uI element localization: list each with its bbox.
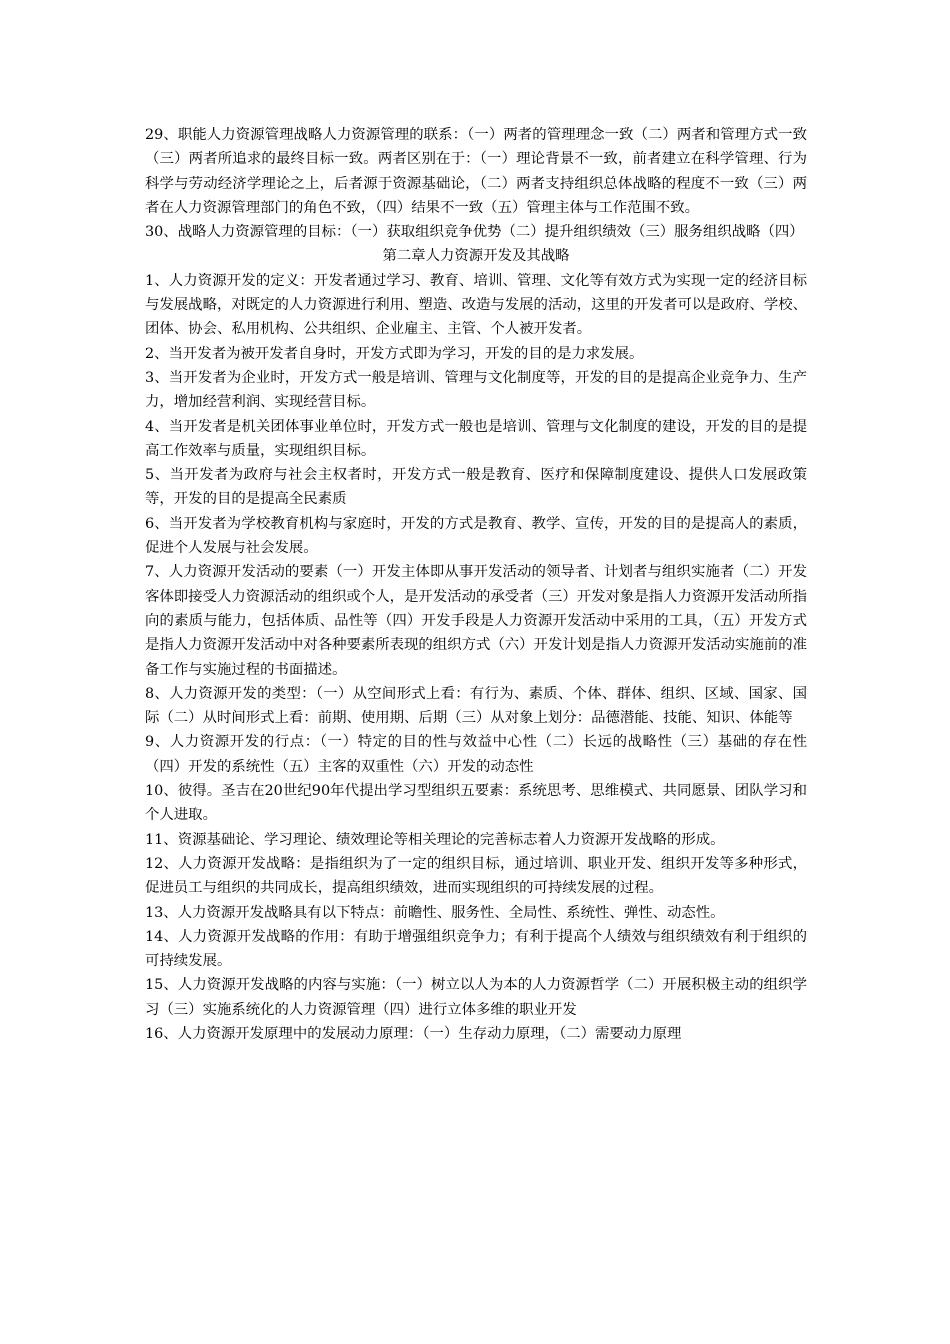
paragraph-7: 7、人力资源开发活动的要素（一）开发主体即从事开发活动的领导者、计划者与组织实施者（二）开发客体即接受人力资源活动的组织或个人，是开发活动的承受者（三）开发对象是指人力资源开发活动所指向的素质与能力，包括体质、品性等（四）开发手段是人力资源开发活动中采用的工具，（五）开发方式是指人力资源开发活动中对各种要素所表现的组织方式（六）开发计划是指人力资源开发活动实施前的准备工作与实施过程的书面描述。 (145, 564, 807, 678)
paragraph-16: 16、人力资源开发原理中的发展动力原理：（一）生存动力原理，（二）需要动力原理 (145, 1025, 682, 1042)
paragraph-10: 10、彼得。圣吉在20世纪90年代提出学习型组织五要素：系统思考、思维模式、共同愿景、团队学习和个人进取。 (145, 783, 807, 824)
paragraph-2: 2、当开发者为被开发者自身时，开发方式即为学习，开发的目的是力求发展。 (145, 345, 644, 362)
paragraph-5: 5、当开发者为政府与社会主权者时，开发方式一般是教育、医疗和保障制度建设、提供人口发展政策等，开发的目的是提高全民素质 (145, 467, 807, 508)
paragraph-15: 15、人力资源开发战略的内容与实施：（一）树立以人为本的人力资源哲学（二）开展积极主动的组织学习（三）实施系统化的人力资源管理（四）进行立体多维的职业开发 (145, 977, 807, 1018)
chapter-heading: 第二章人力资源开发及其战略 (382, 248, 570, 265)
paragraph-14: 14、人力资源开发战略的作用：有助于增强组织竞争力；有利于提高个人绩效与组织绩效有利于组织的可持续发展。 (145, 928, 807, 970)
paragraph-1: 1、人力资源开发的定义：开发者通过学习、教育、培训、管理、文化等有效方式为实现一定的经济目标与发展战略，对既定的人力资源进行利用、塑造、改造与发展的活动，这里的开发者可以是政府、学校、团体、协会、私用机构、公共组织、企业雇主、主管、个人被开发者。 (145, 272, 807, 338)
paragraph-3: 3、当开发者为企业时，开发方式一般是培训、管理与文化制度等，开发的目的是提高企业竞争力、生产力，增加经营利润、实现经营目标。 (145, 369, 807, 411)
paragraph-30: 30、战略人力资源管理的目标：（一）获取组织竞争优势（二）提升组织绩效（三）服务组织战略（四） (145, 224, 804, 241)
document-page (145, 123, 807, 1046)
paragraph-9: 9、人力资源开发的行点：（一）特定的目的性与效益中心性（二）长远的战略性（三）基础的存在性（四）开发的系统性（五）主客的双重性（六）开发的动态性 (145, 734, 807, 775)
paragraph-29: 29、职能人力资源管理战略人力资源管理的联系：（一）两者的管理理念一致（二）两者和管理方式一致（三）两者所追求的最终目标一致。两者区别在于：（一）理论背景不一致，前者建立在科学管理、行为科学与劳动经济学理论之上，后者源于资源基础论，（二）两者支持组织总体战略的程度不一致（三）两者在人力资源管理部门的角色不致，（四）结果不一致（五）管理主体与工作范围不致。 (145, 127, 807, 216)
paragraph-12: 12、人力资源开发战略：是指组织为了一定的组织目标，通过培训、职业开发、组织开发等多种形式，促进员工与组织的共同成长，提高组织绩效，进而实现组织的可持续发展的过程。 (145, 855, 807, 897)
paragraph-6: 6、当开发者为学校教育机构与家庭时，开发的方式是教育、教学、宣传，开发的目的是提高人的素质，促进个人发展与社会发展。 (145, 515, 807, 557)
paragraph-4: 4、当开发者是机关团体事业单位时，开发方式一般也是培训、管理与文化制度的建设，开发的目的是提高工作效率与质量，实现组织目标。 (145, 418, 807, 459)
paragraph-13: 13、人力资源开发战略具有以下特点：前瞻性、服务性、全局性、系统性、弹性、动态性。 (145, 904, 725, 921)
paragraph-8: 8、人力资源开发的类型：（一）从空间形式上看：有行为、素质、个体、群体、组织、区域、国家、国际（二）从时间形式上看：前期、使用期、后期（三）从对象上划分：品德潜能、技能、知识、体能等 (145, 685, 807, 727)
paragraph-11: 11、资源基础论、学习理论、绩效理论等相关理论的完善标志着人力资源开发战略的形成。 (145, 831, 725, 848)
